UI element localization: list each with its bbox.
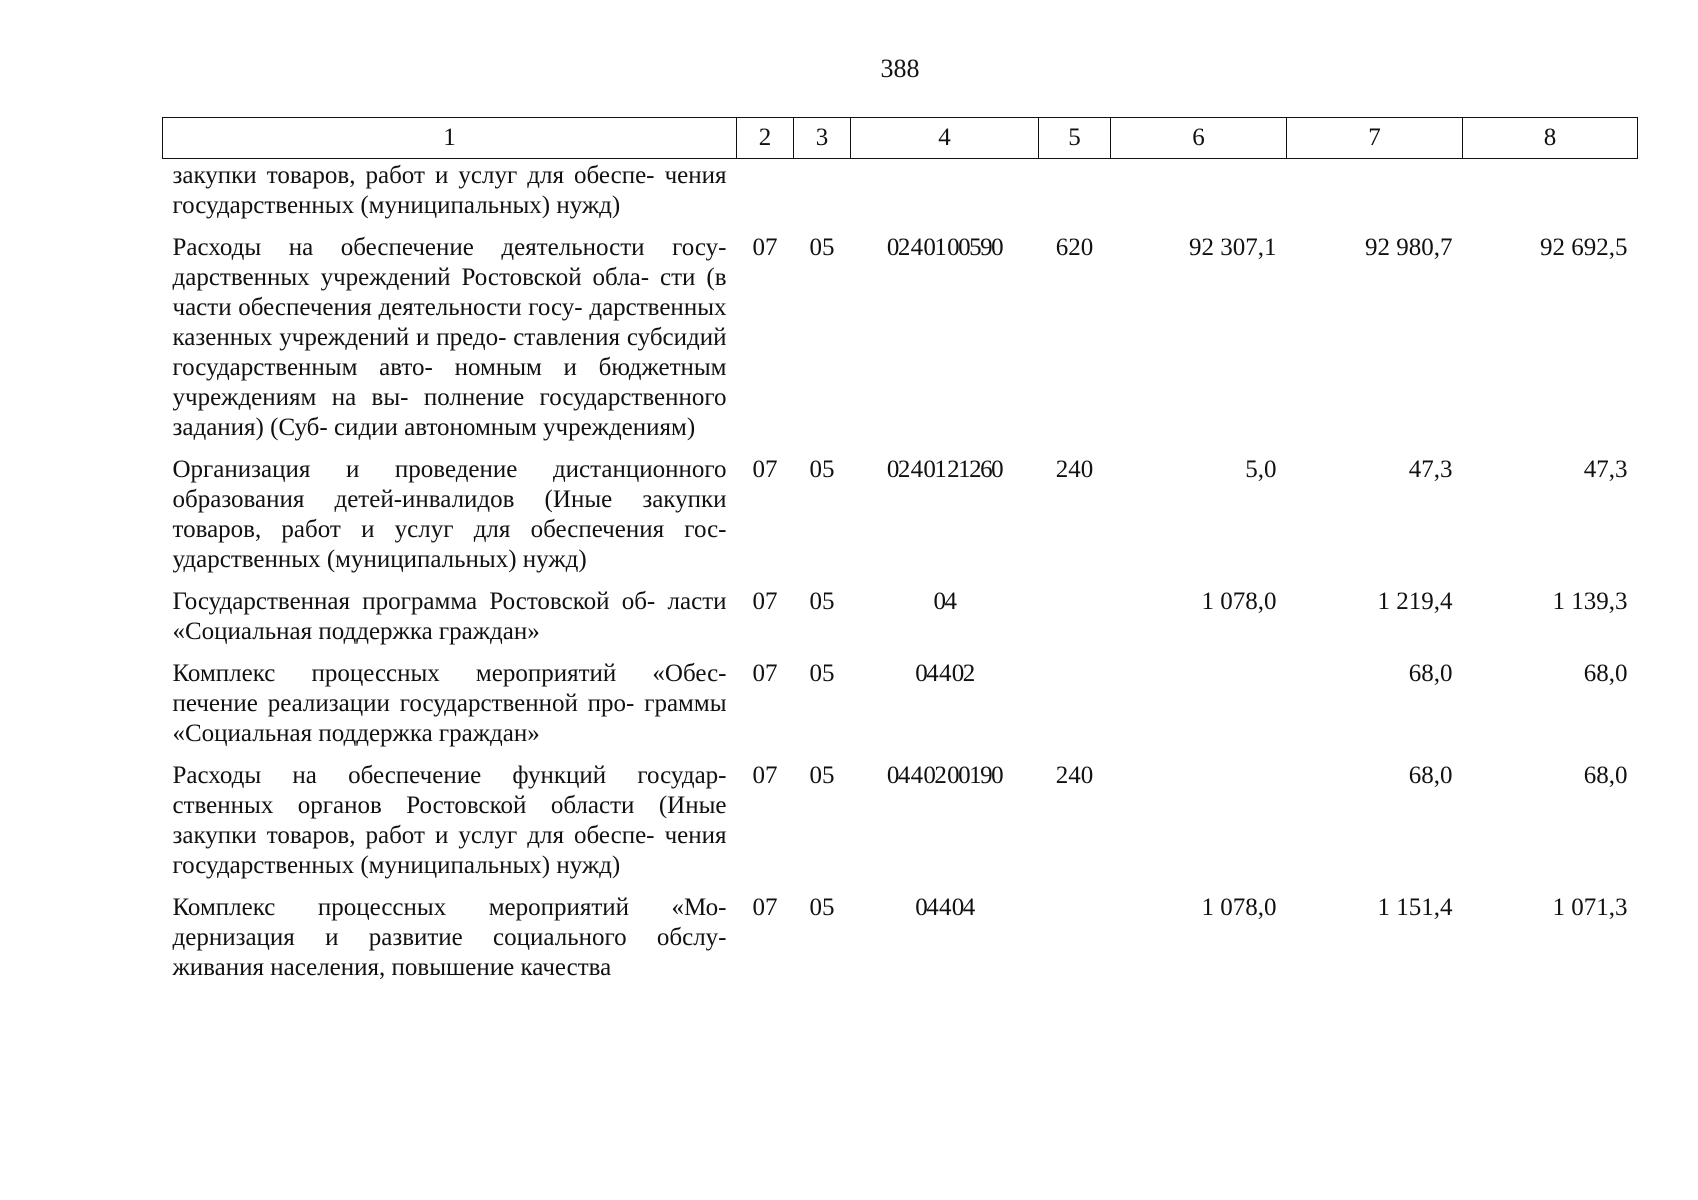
page-number: 388 [880,54,920,83]
amount-col6: 5,0 [1245,456,1277,483]
expense-type-code [1039,655,1111,757]
table-row [163,451,1638,583]
expense-type-code [1039,583,1111,655]
row-description: закупки товаров, работ и услуг для обеспе- чения государственных (муниципальных) нужд) [172,162,727,219]
subsection-code: 05 [809,660,835,687]
subsection-code [794,159,851,230]
column-header: 3 [794,118,851,159]
amount-col8: 68,0 [1583,762,1628,789]
section-code [737,159,794,230]
section-code: 07 [752,660,778,687]
table-row [163,583,1638,655]
column-header: 8 [1463,118,1638,159]
table-row [163,229,1638,451]
expense-type-code: 240 [1055,456,1094,483]
expense-type-code [1039,159,1111,230]
target-article-code: 02 4 01 21260 [886,456,1003,483]
amount-col7: 68,0 [1408,660,1453,687]
subsection-code: 05 [809,588,835,615]
amount-col6 [1111,159,1287,230]
column-header: 7 [1287,118,1463,159]
row-description: Расходы на обеспечение деятельности госу- дарственных учреждений Ростовской обла- сти (в части обеспечения деятельности госу- дарственных казенных учреждений и предо- ставления субсидий государственным авто- номным и бюджетным учреждениям на вы- полнение государственного задания) (Суб- сидии автономным учреждениям) [172,234,727,441]
target-article-code: 04 4 02 [915,660,974,687]
column-header: 4 [851,118,1039,159]
table-row [163,757,1638,889]
amount-col6 [1111,757,1287,889]
section-code: 07 [752,234,778,261]
budget-table [162,117,1638,991]
column-header: 5 [1039,118,1111,159]
target-article-code: 04 4 02 00190 [886,762,1003,789]
target-article-code [851,159,1039,230]
row-description: Расходы на обеспечение функций государ- ственных органов Ростовской области (Иные закупки товаров, работ и услуг для обеспе- чения государственных (муниципальных) нужд) [172,762,727,879]
amount-col8: 1 139,3 [1552,588,1628,615]
target-article-code: 04 [933,588,956,615]
subsection-code: 05 [809,894,835,921]
table-header-row [163,118,1638,159]
table-row [163,889,1638,991]
amount-col8: 1 071,3 [1552,894,1628,921]
amount-col8: 68,0 [1583,660,1628,687]
row-description: Государственная программа Ростовской об- ласти «Социальная поддержка граждан» [172,588,727,645]
row-description: Организация и проведение дистанционного образования детей-инвалидов (Иные закупки товаров, работ и услуг для обеспечения гос- ударственных (муниципальных) нужд) [172,456,727,573]
expense-type-code [1039,889,1111,991]
amount-col6: 92 307,1 [1189,234,1277,261]
table-row [163,655,1638,757]
subsection-code: 05 [809,456,835,483]
amount-col7: 68,0 [1408,762,1453,789]
row-description: Комплекс процессных мероприятий «Мо- дернизация и развитие социального обслу- живания населения, повышение качества [172,894,727,981]
target-article-code: 04 4 04 [915,894,974,921]
amount-col8: 92 692,5 [1540,234,1628,261]
table-row [163,159,1638,230]
amount-col7: 47,3 [1408,456,1453,483]
column-header: 1 [163,118,737,159]
section-code: 07 [752,894,778,921]
column-header: 2 [737,118,794,159]
amount-col7: 1 151,4 [1377,894,1453,921]
amount-col7: 92 980,7 [1365,234,1453,261]
section-code: 07 [752,456,778,483]
target-article-code: 02 4 01 00590 [886,234,1003,261]
expense-type-code: 240 [1055,762,1094,789]
row-description: Комплекс процессных мероприятий «Обес- печение реализации государственной про- граммы «Социальная поддержка граждан» [172,660,727,747]
subsection-code: 05 [809,234,835,261]
amount-col8: 47,3 [1583,456,1628,483]
amount-col6 [1111,655,1287,757]
section-code: 07 [752,588,778,615]
expense-type-code: 620 [1055,234,1094,261]
section-code: 07 [752,762,778,789]
amount-col8 [1463,159,1638,230]
amount-col7: 1 219,4 [1377,588,1453,615]
amount-col7 [1287,159,1463,230]
column-header: 6 [1111,118,1287,159]
subsection-code: 05 [809,762,835,789]
amount-col6: 1 078,0 [1201,894,1277,921]
amount-col6: 1 078,0 [1201,588,1277,615]
